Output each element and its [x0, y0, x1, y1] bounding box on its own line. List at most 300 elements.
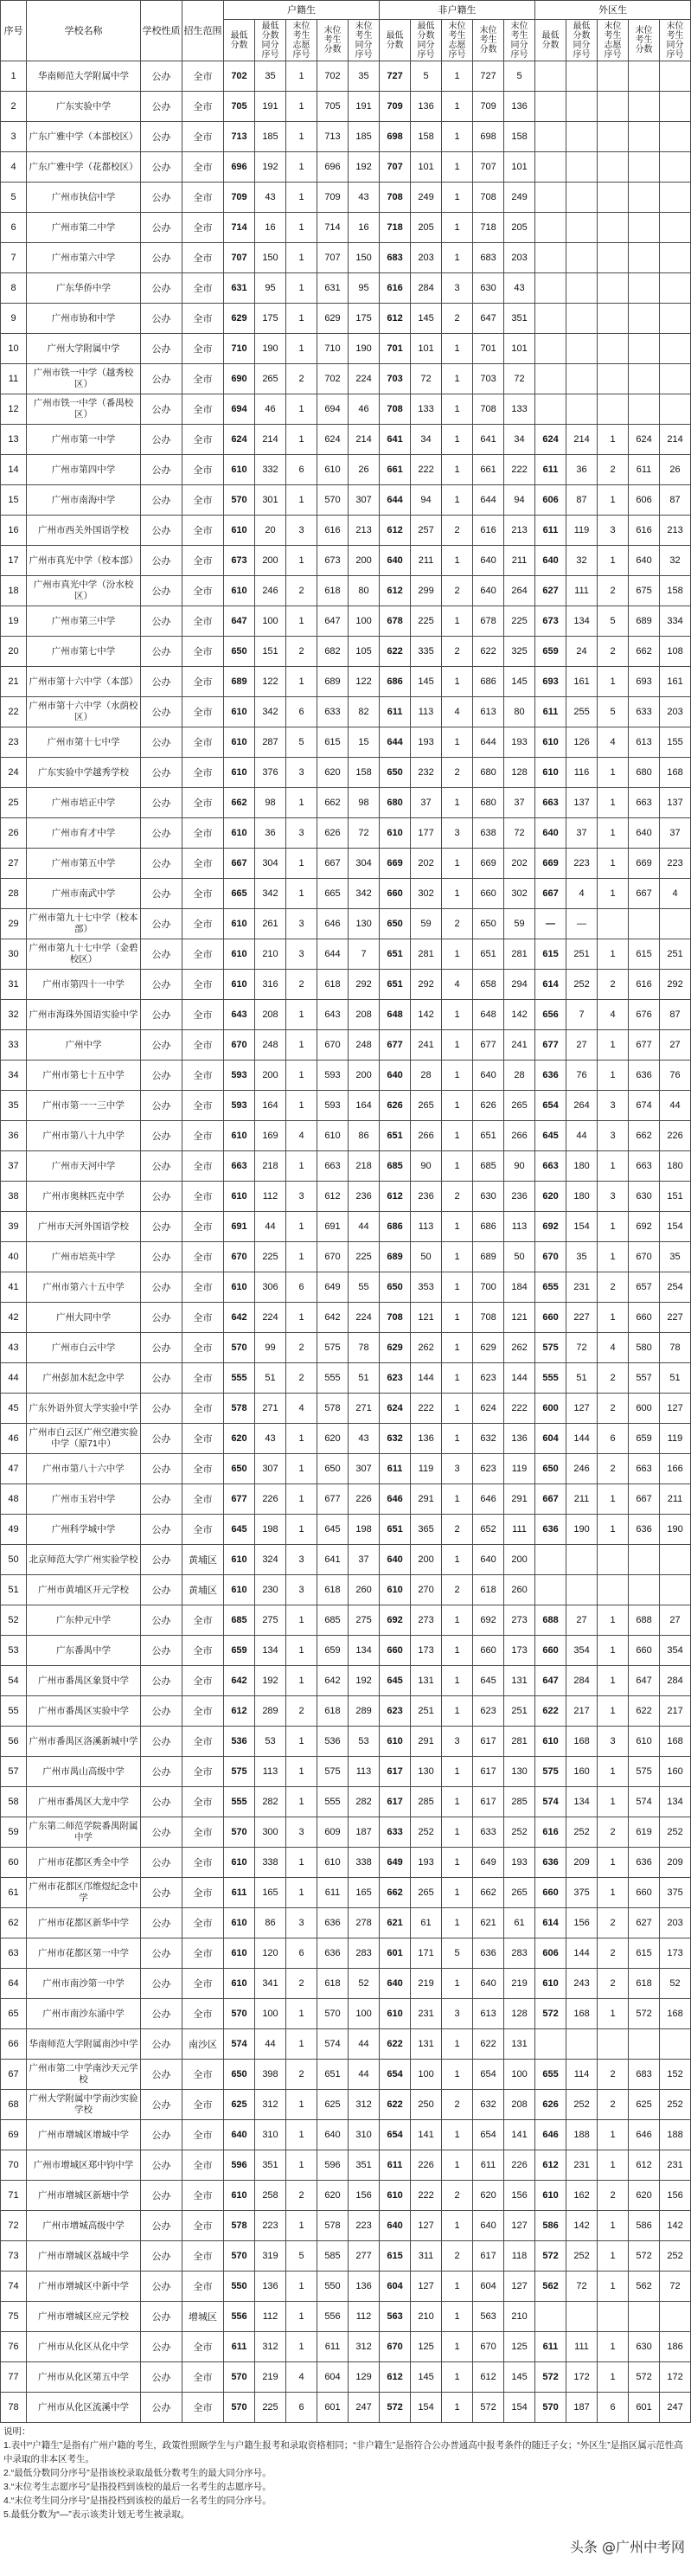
hukou-last-score: 626: [317, 818, 349, 849]
hukou-last-pref-rank: 1: [286, 334, 317, 364]
non-hukou-min-score-tie-rank: 121: [411, 1303, 442, 1333]
hukou-min-score: 710: [224, 334, 255, 364]
non-hukou-min-score: 612: [380, 516, 411, 546]
out-district-last-score: [629, 2302, 660, 2332]
out-district-last-pref-rank: 5: [598, 697, 629, 727]
row-number: 5: [1, 183, 27, 213]
out-district-last-score: 660: [629, 1636, 660, 1666]
out-district-min-score-tie-rank: 7: [566, 1000, 598, 1030]
non-hukou-last-tie-rank: 61: [504, 1908, 535, 1938]
school-type: 公办: [141, 1151, 182, 1182]
header-out-district-last-pref-rank: 末位考生志愿序号: [598, 20, 629, 61]
non-hukou-last-tie-rank: 291: [504, 1484, 535, 1515]
note-item: 3.“末位考生志愿序号”是指投档到该校的最后一名考生的志愿序号。: [3, 2482, 272, 2492]
non-hukou-min-score: 612: [380, 576, 411, 606]
non-hukou-last-score: 650: [473, 909, 504, 939]
non-hukou-last-score: 563: [473, 2302, 504, 2332]
non-hukou-last-pref-rank: 1: [442, 1394, 473, 1424]
hukou-min-score-tie-rank: 319: [255, 2241, 286, 2272]
non-hukou-last-score: 707: [473, 152, 504, 183]
out-district-last-score: 616: [629, 516, 660, 546]
non-hukou-last-pref-rank: 3: [442, 1999, 473, 2029]
out-district-min-score: 667: [535, 1484, 566, 1515]
enrollment-scope: 全市: [182, 1999, 224, 2029]
hukou-min-score: 647: [224, 606, 255, 637]
row-number: 12: [1, 394, 27, 425]
hukou-min-score: 713: [224, 122, 255, 152]
non-hukou-min-score: 604: [380, 2272, 411, 2302]
non-hukou-min-score-tie-rank: 291: [411, 1484, 442, 1515]
non-hukou-last-pref-rank: 2: [442, 2090, 473, 2120]
out-district-min-score-tie-rank: [566, 92, 598, 122]
hukou-min-score-tie-rank: 112: [255, 1182, 286, 1212]
non-hukou-last-pref-rank: 1: [442, 425, 473, 455]
out-district-last-tie-rank: 217: [660, 1696, 691, 1727]
non-hukou-min-score-tie-rank: 177: [411, 818, 442, 849]
non-hukou-last-score: 662: [473, 1878, 504, 1908]
school-type: 公办: [141, 1454, 182, 1484]
non-hukou-last-score: 646: [473, 1484, 504, 1515]
school-type: 公办: [141, 92, 182, 122]
row-number: 65: [1, 1999, 27, 2029]
out-district-min-score-tie-rank: 114: [566, 2060, 598, 2090]
hukou-min-score-tie-rank: 43: [255, 1424, 286, 1454]
hukou-min-score: 610: [224, 455, 255, 485]
non-hukou-min-score: 622: [380, 2090, 411, 2120]
non-hukou-last-pref-rank: 1: [442, 1333, 473, 1363]
out-district-last-tie-rank: 76: [660, 1061, 691, 1091]
non-hukou-last-score: 612: [473, 2362, 504, 2393]
non-hukou-min-score: 624: [380, 1394, 411, 1424]
out-district-min-score-tie-rank: 127: [566, 1394, 598, 1424]
out-district-last-pref-rank: 1: [598, 485, 629, 516]
hukou-last-tie-rank: 271: [349, 1394, 380, 1424]
out-district-min-score: 610: [535, 758, 566, 788]
non-hukou-min-score: 640: [380, 546, 411, 576]
out-district-last-pref-rank: [598, 61, 629, 92]
hukou-last-pref-rank: 2: [286, 1333, 317, 1363]
out-district-last-score: 647: [629, 1666, 660, 1696]
hukou-last-pref-rank: 1: [286, 425, 317, 455]
hukou-last-score: 629: [317, 304, 349, 334]
non-hukou-min-score-tie-rank: 94: [411, 485, 442, 516]
table-row: [1, 2393, 691, 2423]
non-hukou-last-score: 629: [473, 1333, 504, 1363]
table-row: [1, 2302, 691, 2332]
row-number: 39: [1, 1212, 27, 1242]
out-district-last-pref-rank: 1: [598, 2150, 629, 2181]
non-hukou-min-score-tie-rank: 145: [411, 2362, 442, 2393]
hukou-last-score: 556: [317, 2302, 349, 2332]
out-district-min-score-tie-rank: 168: [566, 1727, 598, 1757]
header-school-type: 学校性质: [141, 1, 182, 61]
hukou-last-pref-rank: 3: [286, 1575, 317, 1605]
school-name: 广州市第十六中学（本部）: [27, 667, 141, 697]
out-district-last-tie-rank: [660, 364, 691, 394]
table-row: [1, 2120, 691, 2150]
hukou-last-pref-rank: 2: [286, 970, 317, 1000]
school-type: 公办: [141, 2393, 182, 2423]
out-district-min-score: [535, 2029, 566, 2060]
hukou-last-tie-rank: 208: [349, 1000, 380, 1030]
non-hukou-last-score: 640: [473, 2211, 504, 2241]
hukou-last-score: 618: [317, 576, 349, 606]
out-district-last-pref-rank: 1: [598, 939, 629, 970]
non-hukou-last-score: 623: [473, 1363, 504, 1394]
school-type: 公办: [141, 2029, 182, 2060]
enrollment-scope: 全市: [182, 1454, 224, 1484]
out-district-last-tie-rank: 247: [660, 2393, 691, 2423]
out-district-last-score: 660: [629, 1878, 660, 1908]
out-district-last-pref-rank: 1: [598, 1636, 629, 1666]
out-district-min-score: 612: [535, 2150, 566, 2181]
non-hukou-last-score: 678: [473, 606, 504, 637]
hukou-last-score: 649: [317, 1272, 349, 1303]
school-name: 广东第二师范学院番禺附属中学: [27, 1817, 141, 1848]
hukou-min-score-tie-rank: 208: [255, 1000, 286, 1030]
non-hukou-last-score: 611: [473, 2150, 504, 2181]
table-row: [1, 364, 691, 394]
non-hukou-min-score: 640: [380, 1969, 411, 1999]
out-district-last-pref-rank: 4: [598, 1333, 629, 1363]
header-hukou-last-pref-rank: 末位考生志愿序号: [286, 20, 317, 61]
hukou-min-score-tie-rank: 324: [255, 1545, 286, 1575]
school-name: 广东番禺中学: [27, 1636, 141, 1666]
non-hukou-min-score-tie-rank: 193: [411, 727, 442, 758]
hukou-last-pref-rank: 1: [286, 2120, 317, 2150]
hukou-min-score-tie-rank: 248: [255, 1030, 286, 1061]
non-hukou-min-score: 640: [380, 1061, 411, 1091]
non-hukou-min-score: 718: [380, 213, 411, 243]
school-type: 公办: [141, 727, 182, 758]
out-district-last-score: [629, 152, 660, 183]
school-type: 公办: [141, 152, 182, 183]
hukou-min-score: 640: [224, 2120, 255, 2150]
school-type: 公办: [141, 576, 182, 606]
out-district-last-score: 601: [629, 2393, 660, 2423]
hukou-min-score-tie-rank: 301: [255, 485, 286, 516]
table-row: [1, 425, 691, 455]
hukou-min-score: 570: [224, 2393, 255, 2423]
non-hukou-min-score-tie-rank: 231: [411, 1999, 442, 2029]
out-district-min-score: [535, 364, 566, 394]
out-district-last-tie-rank: [660, 1575, 691, 1605]
row-number: 17: [1, 546, 27, 576]
out-district-min-score-tie-rank: [566, 304, 598, 334]
out-district-min-score-tie-rank: [566, 122, 598, 152]
out-district-min-score-tie-rank: 209: [566, 1848, 598, 1878]
table-row: [1, 818, 691, 849]
non-hukou-min-score: 612: [380, 2362, 411, 2393]
enrollment-scope: 全市: [182, 364, 224, 394]
non-hukou-last-tie-rank: 80: [504, 697, 535, 727]
hukou-min-score: 707: [224, 243, 255, 273]
non-hukou-min-score-tie-rank: 257: [411, 516, 442, 546]
enrollment-scope: 全市: [182, 879, 224, 909]
hukou-last-pref-rank: 1: [286, 152, 317, 183]
non-hukou-last-tie-rank: 125: [504, 2332, 535, 2362]
hukou-min-score: 690: [224, 364, 255, 394]
school-type: 公办: [141, 273, 182, 304]
table-row: [1, 2029, 691, 2060]
out-district-last-tie-rank: 188: [660, 2120, 691, 2150]
non-hukou-last-tie-rank: 222: [504, 1394, 535, 1424]
out-district-last-pref-rank: [598, 909, 629, 939]
non-hukou-last-tie-rank: 144: [504, 1363, 535, 1394]
non-hukou-last-tie-rank: 131: [504, 1666, 535, 1696]
out-district-min-score: 640: [535, 818, 566, 849]
school-type: 公办: [141, 394, 182, 425]
hukou-last-tie-rank: 105: [349, 637, 380, 667]
non-hukou-last-pref-rank: 2: [442, 2181, 473, 2211]
non-hukou-last-score: 613: [473, 697, 504, 727]
out-district-last-tie-rank: 254: [660, 1272, 691, 1303]
hukou-last-score: 575: [317, 1333, 349, 1363]
non-hukou-last-score: 638: [473, 818, 504, 849]
non-hukou-last-pref-rank: 1: [442, 1484, 473, 1515]
hukou-min-score: 650: [224, 1454, 255, 1484]
enrollment-scope: 全市: [182, 1484, 224, 1515]
out-district-min-score-tie-rank: [566, 213, 598, 243]
out-district-last-pref-rank: 1: [598, 1605, 629, 1636]
hukou-last-pref-rank: 5: [286, 727, 317, 758]
enrollment-scope: 全市: [182, 455, 224, 485]
non-hukou-last-tie-rank: 281: [504, 939, 535, 970]
out-district-last-tie-rank: 27: [660, 1030, 691, 1061]
enrollment-scope: 全市: [182, 485, 224, 516]
enrollment-scope: 全市: [182, 2241, 224, 2272]
out-district-last-tie-rank: 127: [660, 1394, 691, 1424]
school-type: 公办: [141, 2332, 182, 2362]
hukou-last-pref-rank: 1: [286, 2029, 317, 2060]
non-hukou-last-score: 640: [473, 546, 504, 576]
non-hukou-min-score: 621: [380, 1908, 411, 1938]
out-district-min-score-tie-rank: 144: [566, 1424, 598, 1454]
hukou-last-tie-rank: 200: [349, 1061, 380, 1091]
out-district-last-tie-rank: [660, 61, 691, 92]
hukou-min-score-tie-rank: 95: [255, 273, 286, 304]
header-row-number: 序号: [1, 1, 27, 61]
non-hukou-min-score-tie-rank: 173: [411, 1636, 442, 1666]
school-type: 公办: [141, 122, 182, 152]
row-number: 18: [1, 576, 27, 606]
header-enrollment-scope: 招生范围: [182, 1, 224, 61]
out-district-last-score: 677: [629, 1030, 660, 1061]
out-district-last-score: 675: [629, 576, 660, 606]
table-row: [1, 2060, 691, 2090]
table-row: [1, 727, 691, 758]
table-row: [1, 2150, 691, 2181]
row-number: 1: [1, 61, 27, 92]
row-number: 73: [1, 2241, 27, 2272]
hukou-min-score-tie-rank: 53: [255, 1727, 286, 1757]
non-hukou-min-score: 701: [380, 334, 411, 364]
hukou-min-score: 550: [224, 2272, 255, 2302]
school-name: 广州市培英中学: [27, 1242, 141, 1272]
hukou-last-score: 620: [317, 2181, 349, 2211]
non-hukou-last-pref-rank: 1: [442, 849, 473, 879]
row-number: 10: [1, 334, 27, 364]
school-type: 公办: [141, 2302, 182, 2332]
non-hukou-last-pref-rank: 4: [442, 697, 473, 727]
hukou-min-score: 570: [224, 1333, 255, 1363]
non-hukou-last-pref-rank: 2: [442, 516, 473, 546]
hukou-last-tie-rank: 175: [349, 304, 380, 334]
row-number: 20: [1, 637, 27, 667]
school-type: 公办: [141, 1484, 182, 1515]
hukou-min-score-tie-rank: 306: [255, 1272, 286, 1303]
hukou-last-pref-rank: 1: [286, 1727, 317, 1757]
table-row: [1, 1000, 691, 1030]
out-district-last-pref-rank: 2: [598, 1908, 629, 1938]
row-number: 58: [1, 1787, 27, 1817]
hukou-min-score: 709: [224, 183, 255, 213]
non-hukou-last-score: 617: [473, 1787, 504, 1817]
hukou-last-pref-rank: 6: [286, 455, 317, 485]
school-name: 广东广雅中学（本部校区）: [27, 122, 141, 152]
out-district-last-score: 557: [629, 1363, 660, 1394]
non-hukou-min-score: 707: [380, 152, 411, 183]
hukou-last-pref-rank: 1: [286, 1878, 317, 1908]
non-hukou-min-score: 692: [380, 1605, 411, 1636]
non-hukou-min-score: 651: [380, 1121, 411, 1151]
non-hukou-min-score-tie-rank: 59: [411, 909, 442, 939]
out-district-last-tie-rank: [660, 2029, 691, 2060]
school-name: 广州市增城区应元学校: [27, 2302, 141, 2332]
school-type: 公办: [141, 334, 182, 364]
out-district-last-score: 612: [629, 2150, 660, 2181]
hukou-last-score: 631: [317, 273, 349, 304]
school-name: 广州市第八十六中学: [27, 1454, 141, 1484]
hukou-last-pref-rank: 1: [286, 1848, 317, 1878]
hukou-min-score-tie-rank: 271: [255, 1394, 286, 1424]
hukou-last-tie-rank: 15: [349, 727, 380, 758]
enrollment-scope: 全市: [182, 1787, 224, 1817]
non-hukou-min-score: 612: [380, 304, 411, 334]
table-row: [1, 2090, 691, 2120]
non-hukou-min-score: 685: [380, 1151, 411, 1182]
school-type: 公办: [141, 1061, 182, 1091]
hukou-last-tie-rank: 136: [349, 2272, 380, 2302]
school-name: 广州市从化区第五中学: [27, 2362, 141, 2393]
hukou-last-tie-rank: 226: [349, 1484, 380, 1515]
non-hukou-last-tie-rank: 127: [504, 2272, 535, 2302]
table-row: [1, 2332, 691, 2362]
enrollment-scope: 全市: [182, 213, 224, 243]
non-hukou-min-score-tie-rank: 72: [411, 364, 442, 394]
non-hukou-min-score: 601: [380, 1938, 411, 1969]
out-district-last-tie-rank: 292: [660, 970, 691, 1000]
non-hukou-last-pref-rank: 1: [442, 1272, 473, 1303]
table-row: [1, 1636, 691, 1666]
non-hukou-last-score: 680: [473, 758, 504, 788]
out-district-last-tie-rank: 211: [660, 1484, 691, 1515]
out-district-last-tie-rank: 251: [660, 939, 691, 970]
out-district-min-score: 555: [535, 1363, 566, 1394]
out-district-last-score: 674: [629, 1091, 660, 1121]
table-row: [1, 1696, 691, 1727]
hukou-last-pref-rank: 1: [286, 2332, 317, 2362]
non-hukou-last-tie-rank: 281: [504, 1727, 535, 1757]
enrollment-scope: 全市: [182, 1908, 224, 1938]
out-district-min-score-tie-rank: 252: [566, 2090, 598, 2120]
school-type: 公办: [141, 213, 182, 243]
out-district-last-pref-rank: 2: [598, 2090, 629, 2120]
non-hukou-last-pref-rank: 2: [442, 1575, 473, 1605]
hukou-last-score: 618: [317, 1696, 349, 1727]
hukou-min-score-tie-rank: 307: [255, 1454, 286, 1484]
hukou-min-score-tie-rank: 120: [255, 1938, 286, 1969]
school-type: 公办: [141, 849, 182, 879]
out-district-min-score: [535, 394, 566, 425]
hukou-min-score: 650: [224, 637, 255, 667]
hukou-last-tie-rank: 86: [349, 1121, 380, 1151]
school-name: 广州市第二中学南沙天元学校: [27, 2060, 141, 2090]
non-hukou-min-score: 623: [380, 1696, 411, 1727]
out-district-min-score: 656: [535, 1000, 566, 1030]
out-district-min-score: 636: [535, 1061, 566, 1091]
school-name: 北京师范大学广州实验学校: [27, 1545, 141, 1575]
out-district-min-score: 640: [535, 546, 566, 576]
hukou-min-score-tie-rank: 165: [255, 1878, 286, 1908]
non-hukou-last-pref-rank: 1: [442, 1817, 473, 1848]
out-district-last-pref-rank: [598, 394, 629, 425]
row-number: 28: [1, 879, 27, 909]
row-number: 31: [1, 970, 27, 1000]
out-district-min-score: 622: [535, 1696, 566, 1727]
out-district-min-score: 660: [535, 1303, 566, 1333]
non-hukou-last-score: 677: [473, 1030, 504, 1061]
out-district-last-score: 683: [629, 2060, 660, 2090]
enrollment-scope: 全市: [182, 1515, 224, 1545]
non-hukou-last-score: 651: [473, 939, 504, 970]
note-item: 1.表中“户籍生”是指有广州户籍的考生，政策性照顾学生与户籍生报考和录取资格相同；“非户籍生”是指符合公办普通高中报考条件的随迁子女；“外区生”是指区属示范性高中录取的非本区考生。: [3, 2440, 683, 2464]
non-hukou-last-score: 622: [473, 2029, 504, 2060]
out-district-last-score: 693: [629, 667, 660, 697]
hukou-last-pref-rank: 6: [286, 1938, 317, 1969]
out-district-last-tie-rank: 72: [660, 2272, 691, 2302]
row-number: 68: [1, 2090, 27, 2120]
out-district-last-score: 625: [629, 2090, 660, 2120]
hukou-min-score-tie-rank: 304: [255, 849, 286, 879]
non-hukou-min-score: 650: [380, 909, 411, 939]
enrollment-scope: 全市: [182, 939, 224, 970]
non-hukou-min-score: 611: [380, 2150, 411, 2181]
hukou-last-score: 570: [317, 485, 349, 516]
hukou-min-score-tie-rank: 198: [255, 1515, 286, 1545]
non-hukou-last-pref-rank: 1: [442, 2362, 473, 2393]
non-hukou-last-tie-rank: 127: [504, 2211, 535, 2241]
hukou-last-pref-rank: 1: [286, 183, 317, 213]
hukou-min-score-tie-rank: 225: [255, 2393, 286, 2423]
table-row: [1, 1091, 691, 1121]
hukou-min-score-tie-rank: 312: [255, 2332, 286, 2362]
non-hukou-min-score-tie-rank: 142: [411, 1000, 442, 1030]
hukou-last-score: 609: [317, 1817, 349, 1848]
row-number: 69: [1, 2120, 27, 2150]
non-hukou-last-score: 660: [473, 1636, 504, 1666]
school-name: 华南师范大学附属南沙中学: [27, 2029, 141, 2060]
non-hukou-last-score: 658: [473, 970, 504, 1000]
non-hukou-min-score-tie-rank: 127: [411, 2211, 442, 2241]
hukou-last-pref-rank: 2: [286, 1363, 317, 1394]
enrollment-scope: 全市: [182, 2272, 224, 2302]
non-hukou-last-score: 572: [473, 2393, 504, 2423]
enrollment-scope: 全市: [182, 1666, 224, 1696]
out-district-last-pref-rank: 1: [598, 2362, 629, 2393]
school-type: 公办: [141, 1727, 182, 1757]
hukou-min-score-tie-rank: 219: [255, 2362, 286, 2393]
